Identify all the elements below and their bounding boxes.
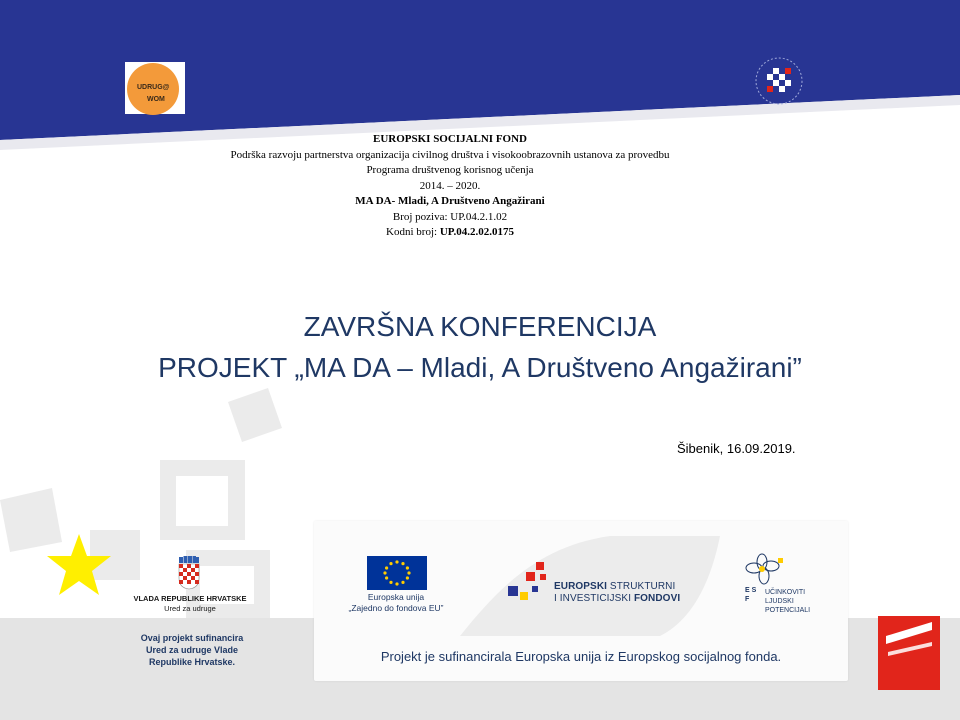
project-info-header [100,132,800,241]
slide-title [0,306,960,388]
program-description: Podrška razvoju partnerstva organizacija civilnog društva i visokoobrazovnih ustanova za provedbu [230,148,670,161]
esif-logo-text [554,581,680,605]
university-emblem-icon [748,56,810,106]
esif-line-1-bold: EUROPSKI [554,581,608,592]
fund-name: EUROPSKI SOCIJALNI FOND [372,133,528,145]
office-name: Ured za udruge [164,604,216,613]
cofinancing-note [125,632,259,668]
project-name: MA DA- Mladi, A Društveno Angažirani [355,195,545,207]
program-period: 2014. – 2020. [419,179,481,192]
ulj-line-2: LJUDSKI [765,598,794,605]
code-number [100,225,800,241]
organization-logo [125,62,185,114]
eu-logo-caption [334,592,458,614]
esif-line-2: I INVESTICIJSKI [554,593,632,604]
esif-mark-icon [506,560,554,606]
croatian-coat-of-arms-icon [178,556,200,590]
ulj-line-3: POTENCIJALI [765,607,811,614]
corner-logo-icon [878,616,940,690]
cofinancing-note-line-1: Ovaj projekt sufinancira [140,633,244,643]
title-line-1: ZAVRŠNA KONFERENCIJA [303,311,657,342]
eu-logo-caption-line-1: Europska unija [367,592,425,602]
ulj-line-1: UČINKOVITI [765,589,806,596]
esif-line-2-bold: FONDOVI [631,593,681,604]
government-office-label [120,594,260,614]
funding-statement: Projekt je sufinancirala Europska unija iz Europskog socijalnog fonda. [380,649,782,664]
program-name: Programa društvenog korisnog učenja [366,164,534,176]
cofinancing-note-line-3: Republike Hrvatske. [148,657,236,667]
star-icon [44,532,114,598]
eu-logo-caption-line-2: „Zajedno do fondova EU” [348,603,444,613]
cofinancing-note-line-2: Ured za udruge Vlade [145,645,239,655]
call-number: Broj poziva: UP.04.2.1.02 [392,210,508,223]
eu-flag-icon [367,556,427,590]
ulj-flower-icon [742,552,792,588]
date-location: Šibenik, 16.09.2019. [677,441,796,456]
government-name: VLADA REPUBLIKE HRVATSKE [133,594,247,603]
organization-logo-subtext: WOM [147,96,165,103]
code-number-value: UP.04.2.02.0175 [439,226,514,238]
code-number-label: Kodni broj: [386,226,440,238]
title-line-2: PROJEKT „MA DA – Mladi, A Društveno Angažirani” [158,352,802,383]
organization-logo-text: UDRUG@ [137,84,170,91]
esf-side-label: E S F [745,587,757,603]
esif-line-1: STRUKTURNI [607,581,676,592]
ulj-logo-text [765,588,810,615]
